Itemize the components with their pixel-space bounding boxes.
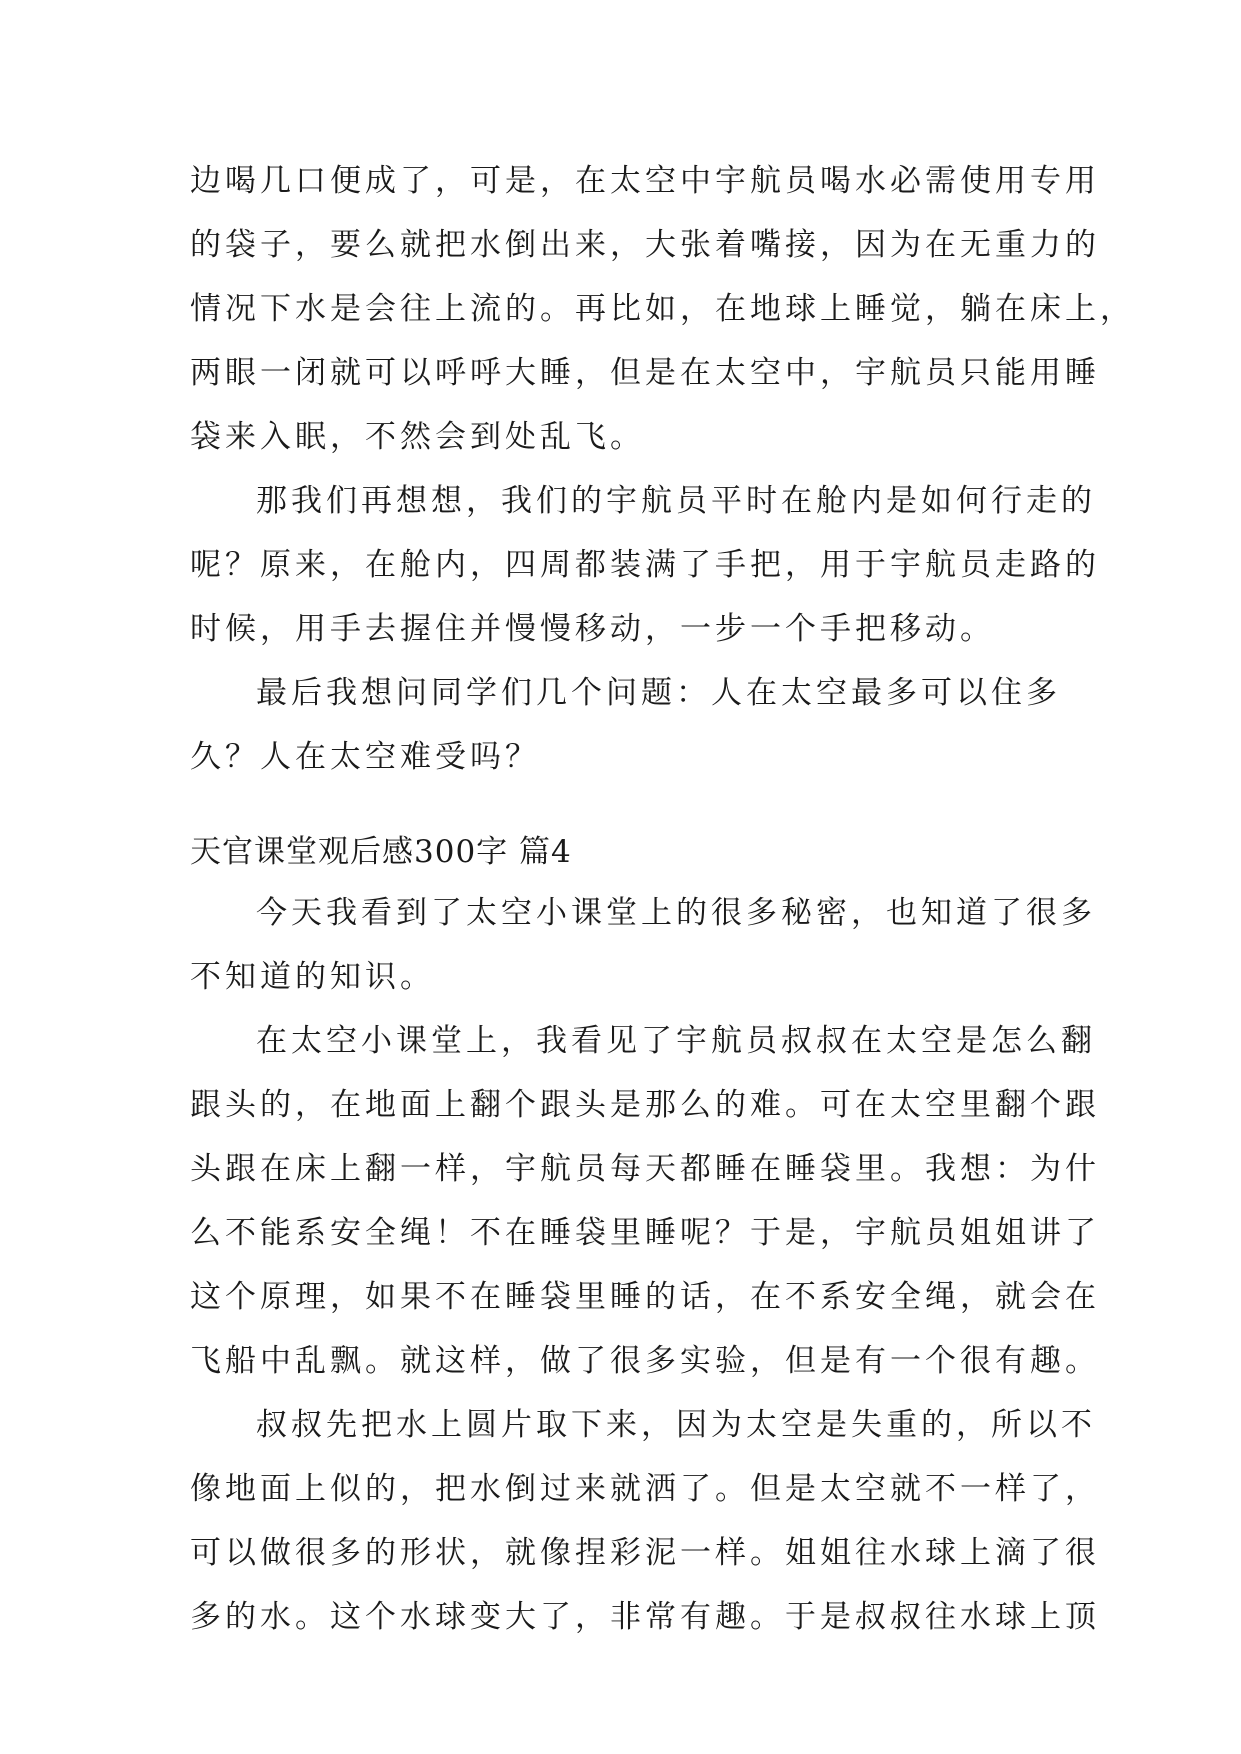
paragraph-first-line: 在太空小课堂上，我看见了宇航员叔叔在太空是怎么翻 xyxy=(256,1023,1096,1059)
paragraph-first-line: 那我们再想想，我们的宇航员平时在舱内是如何行走的 xyxy=(256,483,1096,519)
section-heading: 天官课堂观后感300字 篇4 xyxy=(190,834,572,870)
text-line: 两眼一闭就可以呼呼大睡，但是在太空中，宇航员只能用睡 xyxy=(190,355,1100,391)
text-line: 久？人在太空难受吗？ xyxy=(190,739,540,775)
text-line: 头跟在床上翻一样，宇航员每天都睡在睡袋里。我想：为什 xyxy=(190,1151,1100,1187)
text-line: 飞船中乱飘。就这样，做了很多实验，但是有一个很有趣。 xyxy=(190,1343,1100,1379)
text-line: 呢？原来，在舱内，四周都装满了手把，用于宇航员走路的 xyxy=(190,547,1100,583)
text-line: 么不能系安全绳！不在睡袋里睡呢？于是，宇航员姐姐讲了 xyxy=(190,1215,1100,1251)
text-line: 边喝几口便成了，可是，在太空中宇航员喝水必需使用专用 xyxy=(190,163,1100,199)
text-line: 时候，用手去握住并慢慢移动，一步一个手把移动。 xyxy=(190,611,995,647)
text-line: 袋来入眠，不然会到处乱飞。 xyxy=(190,419,645,455)
text-line: 不知道的知识。 xyxy=(190,959,435,995)
text-line: 像地面上似的，把水倒过来就洒了。但是太空就不一样了， xyxy=(190,1471,1100,1507)
paragraph-first-line: 今天我看到了太空小课堂上的很多秘密，也知道了很多 xyxy=(256,895,1096,931)
text-line: 跟头的，在地面上翻个跟头是那么的难。可在太空里翻个跟 xyxy=(190,1087,1100,1123)
paragraph-first-line: 最后我想问同学们几个问题：人在太空最多可以住多 xyxy=(256,675,1061,711)
text-line: 可以做很多的形状，就像捏彩泥一样。姐姐往水球上滴了很 xyxy=(190,1535,1100,1571)
text-line: 这个原理，如果不在睡袋里睡的话，在不系安全绳，就会在 xyxy=(190,1279,1100,1315)
paragraph-first-line: 叔叔先把水上圆片取下来，因为太空是失重的，所以不 xyxy=(256,1407,1096,1443)
text-line: 的袋子，要么就把水倒出来，大张着嘴接，因为在无重力的 xyxy=(190,227,1100,263)
text-line: 情况下水是会往上流的。再比如，在地球上睡觉，躺在床上， xyxy=(190,291,1135,327)
text-line: 多的水。这个水球变大了，非常有趣。于是叔叔往水球上顶 xyxy=(190,1599,1100,1635)
